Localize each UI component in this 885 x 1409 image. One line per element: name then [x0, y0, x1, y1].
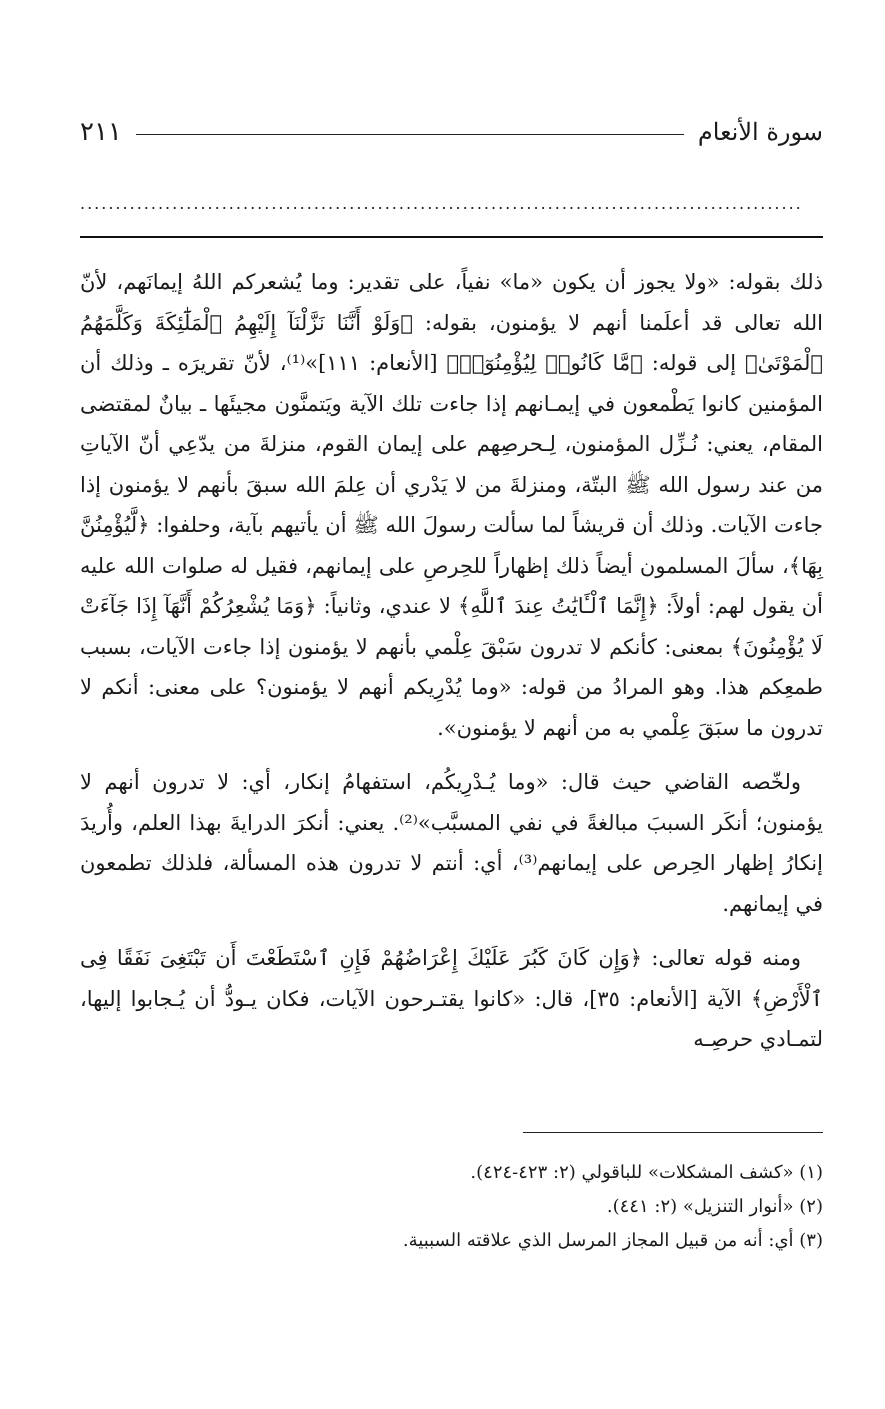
header-rule	[136, 134, 684, 135]
footnotes	[80, 1156, 823, 1258]
footnote: (١) «كشف المشكلات» للباقولي (٢: ٤٢٣-٤٢٤).	[470, 1162, 823, 1183]
paragraph: ولخّصه القاضي حيث قال: «وما يُـدْرِيكُم، استفهامُ إنكار، أي: لا تدرون أنهم لا يؤمنون؛ أنكَر السببَ مبالغةً في نفي المسبَّب»⁽²⁾. يعني: أنكرَ الدرايةَ بهذا العلم، وأُريدَ إنكارُ إظهار الحِرص على إيمانهم⁽³⁾، أي: أنتم لا تدرون هذه المسألة، فلذلك تطمعون في إيمانهم.	[80, 770, 823, 916]
book-page	[80, 0, 823, 1409]
paragraph: ومنه قوله تعالى: ﴿وَإِن كَانَ كَبُرَ عَلَيْكَ إِعْرَاضُهُمْ فَإِنِ ٱسْتَطَعْتَ أَن تَبْتَغِىَ نَفَقًا فِى ٱلْأَرْضِ﴾ الآية [الأنعام: ٣٥]، قال: «كانوا يقتـرحون الآيات، فكان يـودُّ أن يُـجابوا إليها، لتمـادي حرصِـه	[80, 946, 823, 1051]
running-header	[80, 112, 823, 152]
footnote: (٢) «أنوار التنزيل» (٢: ٤٤١).	[606, 1196, 823, 1217]
main-text	[80, 262, 823, 1060]
paragraph: ذلك بقوله: «ولا يجوز أن يكون «ما» نفياً، على تقدير: وما يُشعركم اللهُ إيمانَهم، لأنّ الله تعالى قد أعلَمنا أنهم لا يؤمنون، بقوله: ﴿وَلَوْ أَنَّنَا نَزَّلْنَآ إِلَيْهِمُ ٱلْمَلَٰٓئِكَةَ وَكَلَّمَهُمُ ٱلْمَوْتَىٰ﴾ إلى قوله: ﴿مَّا كَانُوا۟ لِيُؤْمِنُوٓا۟﴾ [الأنعام: ١١١]»⁽¹⁾، لأنّ تقريرَه ـ وذلك أن المؤمنين كانوا يَطْمعون في إيمـانهم إذا جاءت تلك الآية ويَتمنَّون مجيئَها ـ بيانٌ لمقتضى المقام، يعني: نُـزِّل المؤمنون، لِـحرصِهم على إيمان القوم، منزلةَ من يدّعِي أنّ الآياتِ من عند رسول الله ﷺ البتّة، ومنزلةَ من لا يَدْري أن عِلمَ الله سبقَ بأنهم لا يؤمنون إذا جاءت الآيات. وذلك أن قريشاً لما سألت رسولَ الله ﷺ أن يأتيهم بآية، وحلفوا: ﴿لَّيُؤْمِنُنَّ بِهَا﴾، سألَ المسلمون أيضاً ذلك إظهاراً للحِرصِ على إيمانهم، فقيل له صلوات الله عليه أن يقول لهم: أولاً: ﴿إِنَّمَا ٱلْـَٔايَٰتُ عِندَ ٱللَّهِ﴾ لا عندي، وثانياً: ﴿وَمَا يُشْعِرُكُمْ أَنَّهَآ إِذَا جَآءَتْ لَا يُؤْمِنُونَ﴾ بمعنى: كأنكم لا تدرون سَبْقَ عِلْمي بأنهم لا يؤمنون إذا جاءت الآيات، بسبب طمعِكم هذا. وهو المرادُ من قوله: «وما يُدْرِيكم أنهم لا يؤمنون؟ على معنى: أنكم لا تدرون ما سبَقَ عِلْمي به من أنهم لا يؤمنون».	[80, 270, 823, 740]
footnote-rule	[523, 1132, 823, 1133]
text-top-rule	[80, 236, 823, 238]
footnote: (٣) أي: أنه من قبيل المجاز المرسل الذي علاقته السببية.	[402, 1230, 823, 1251]
page-number: ٢١١	[80, 117, 122, 147]
dotted-separator: ......................................................................................................	[80, 196, 803, 212]
surah-title: سورة الأنعام	[697, 118, 823, 146]
